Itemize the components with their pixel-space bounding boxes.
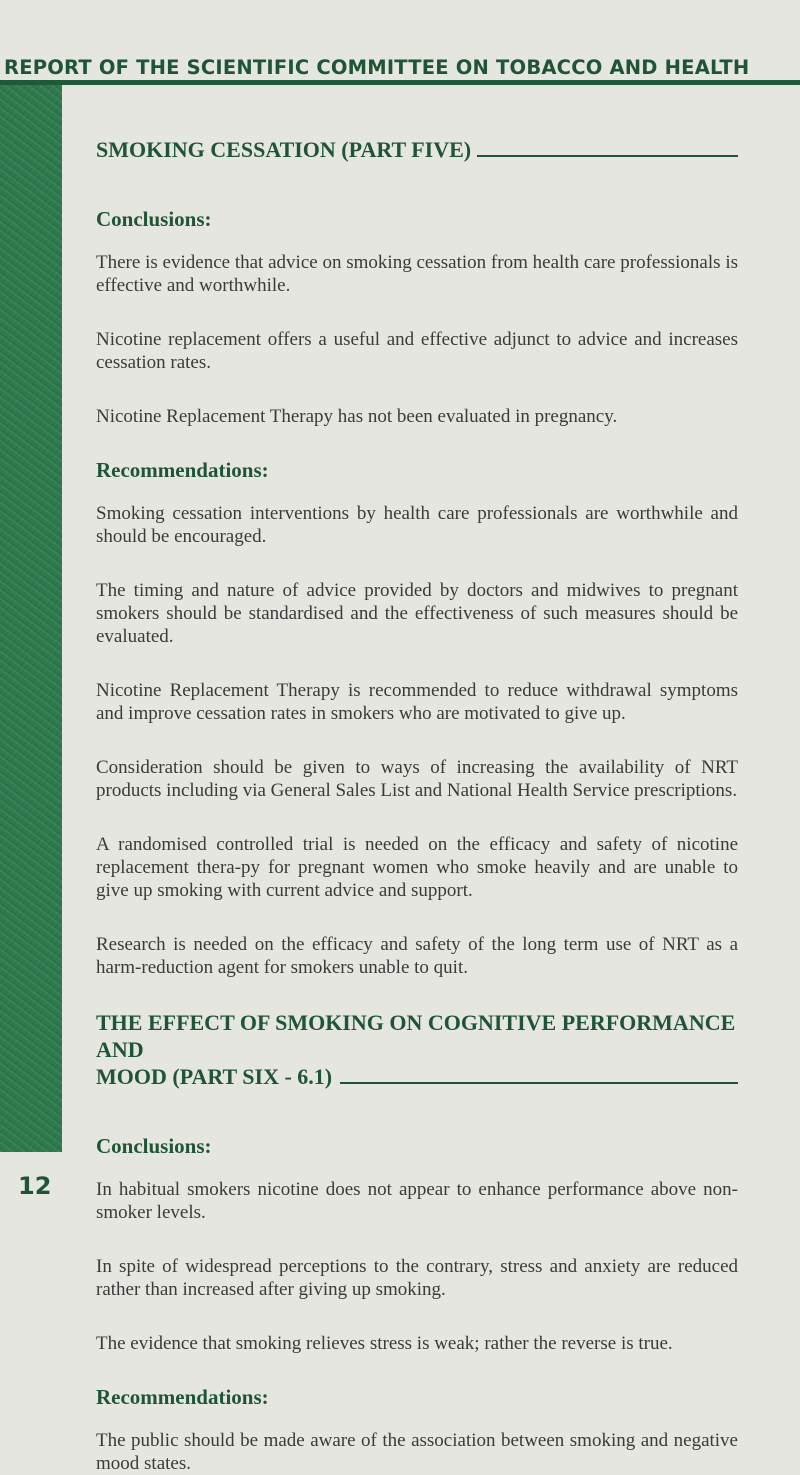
conclusion-paragraph: In habitual smokers nicotine does not appear to enhance performance above non-smoker levels. [96,1179,738,1223]
recommendation-paragraph: Smoking cessation interventions by health care professionals are worthwhile and should be encouraged. [96,503,738,547]
header-rule [0,80,800,85]
conclusion-paragraph: Nicotine Replacement Therapy has not been evaluated in pregnancy. [96,406,618,427]
running-head-text: REPORT OF THE SCIENTIFIC COMMITTEE ON TOBACCO AND HEALTH [4,56,750,79]
conclusion-paragraph: The evidence that smoking relieves stress is weak; rather the reverse is true. [96,1333,673,1354]
running-head [0,56,800,80]
recommendations-heading: Recommendations: [96,1385,269,1409]
recommendation-paragraph: The timing and nature of advice provided by doctors and midwives to pregnant smokers should be standardised and the effectiveness of such measures should be evaluated. [96,580,738,647]
section-title-text: SMOKING CESSATION (PART FIVE) [96,137,472,162]
recommendation-paragraph: Consideration should be given to ways of increasing the availability of NRT products including via General Sales List and National Health Service prescriptions. [96,757,738,801]
section-title-line-1: THE EFFECT OF SMOKING ON COGNITIVE PERFORMANCE AND [96,1010,736,1062]
recommendation-paragraph: Nicotine Replacement Therapy is recommended to reduce withdrawal symptoms and improve cessation rates in smokers who are motivated to give up. [96,680,738,724]
conclusion-paragraph: In spite of widespread perceptions to the contrary, stress and anxiety are reduced rather than increased after giving up smoking. [96,1256,738,1300]
conclusions-heading: Conclusions: [96,207,212,231]
page-content [96,136,738,1475]
conclusion-paragraph: Nicotine replacement offers a useful and effective adjunct to advice and increases cessation rates. [96,329,738,373]
section-title-smoking-cessation [96,136,738,163]
page-number: 12 [18,1172,52,1200]
conclusions-heading: Conclusions: [96,1134,212,1158]
conclusion-paragraph: There is evidence that advice on smoking cessation from health care professionals is effective and worthwhile. [96,252,738,296]
section-title-line-2: MOOD (PART SIX - 6.1) [96,1064,333,1089]
side-color-band [0,85,62,1152]
section-title-cognitive-performance [96,1009,738,1090]
title-rule [340,1082,738,1084]
recommendation-paragraph: The public should be made aware of the association between smoking and negative mood states. [96,1430,738,1474]
recommendations-heading: Recommendations: [96,458,269,482]
recommendation-paragraph: A randomised controlled trial is needed on the efficacy and safety of nicotine replacement thera-py for pregnant women who smoke heavily and are unable to give up smoking with current advice and support. [96,834,738,901]
recommendation-paragraph: Research is needed on the efficacy and safety of the long term use of NRT as a harm-reduction agent for smokers unable to quit. [96,934,738,978]
section-title-line-2-row [96,1063,738,1090]
title-rule [477,155,738,157]
